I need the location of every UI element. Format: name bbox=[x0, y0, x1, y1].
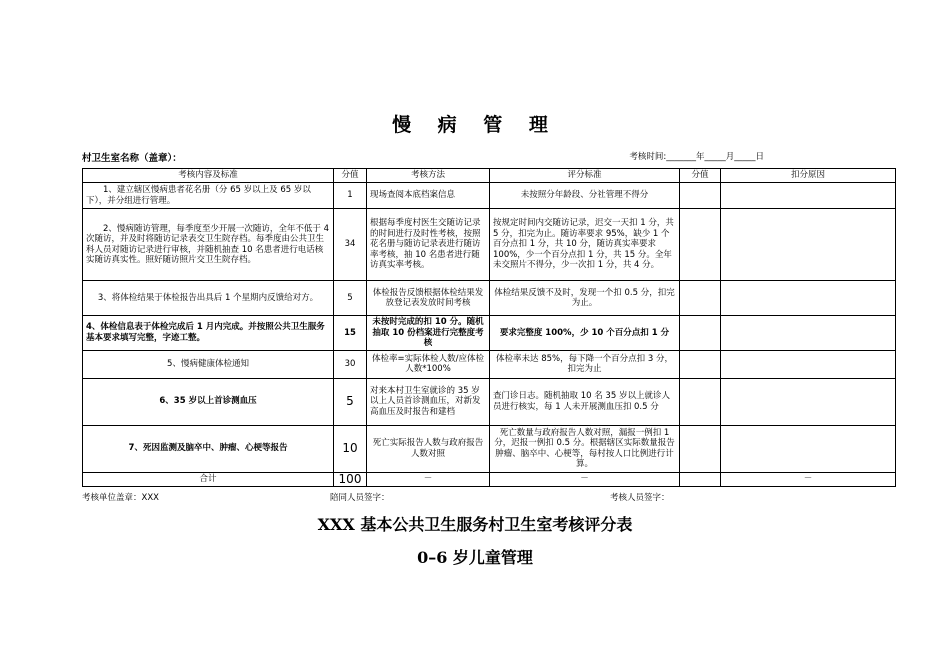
row-content: 2、慢病随访管理，每季度至少开展一次随访，全年不低于 4 次随访，并及时将随访记录表交卫生院存档。每季度由公共卫生科人员对随访记录进行审核，并随机抽查 10 名患者进行电话核实随访真实性。照好随访照片交卫生院存档。 bbox=[83, 209, 334, 281]
row-standard: 死亡数量与政府报告人数对照，漏报一例扣 1 分，迟报一例扣 0.5 分。根据辖区实际数量报告肿瘤、脑卒中、心梗等，每村按人口比例进行计算。 bbox=[490, 425, 680, 472]
row-score: 15 bbox=[334, 316, 367, 351]
row-content: 7、死因监测及脑卒中、肿瘤、心梗等报告 bbox=[83, 425, 334, 472]
row-reason bbox=[721, 316, 896, 351]
next-section-subtitle: 0–6 岁儿童管理 bbox=[417, 548, 533, 567]
row-reason bbox=[721, 281, 896, 316]
row-content: 5、慢病健康体检通知 bbox=[83, 350, 334, 378]
unit-stamp-label: 考核单位盖章：XXX bbox=[82, 493, 159, 503]
row-reason bbox=[721, 425, 896, 472]
row-got-score bbox=[680, 281, 721, 316]
row-method: 根据每季度村医生交随访记录的时间进行及时性考核，按照花名册与随访记录表进行随访率考核，抽 10 名患者进行随访真实率考核。 bbox=[367, 209, 490, 281]
row-score: 10 bbox=[334, 425, 367, 472]
table-row bbox=[83, 316, 896, 351]
total-label: 合计 bbox=[83, 472, 334, 486]
header-content: 考核内容及标准 bbox=[83, 169, 334, 183]
table-row bbox=[83, 425, 896, 472]
row-got-score bbox=[680, 350, 721, 378]
next-section-title: XXX 基本公共卫生服务村卫生室考核评分表 bbox=[317, 515, 633, 534]
header-score: 分值 bbox=[334, 169, 367, 183]
row-method: 对来本村卫生室就诊的 35 岁以上人员首诊测血压，对新发高血压及时报告和建档 bbox=[367, 378, 490, 425]
row-got-score bbox=[680, 209, 721, 281]
header-standard: 评分标准 bbox=[490, 169, 680, 183]
row-method: 死亡实际报告人数与政府报告人数对照 bbox=[367, 425, 490, 472]
row-score: 5 bbox=[334, 281, 367, 316]
row-got-score bbox=[680, 183, 721, 209]
total-standard: － bbox=[490, 472, 680, 486]
row-content: 6、35 岁以上首诊测血压 bbox=[83, 378, 334, 425]
row-got-score bbox=[680, 425, 721, 472]
row-standard: 要求完整度 100%，少 10 个百分点扣 1 分 bbox=[490, 316, 680, 351]
row-standard: 查门诊日志。随机抽取 10 名 35 岁以上就诊人员进行核实，每 1 人未开展测血压扣 0.5 分 bbox=[490, 378, 680, 425]
row-method: 体检报告反馈根据体检结果发放登记表发放时间考核 bbox=[367, 281, 490, 316]
page-title: 慢 病 管 理 bbox=[392, 114, 558, 136]
row-standard: 体检结果反馈不及时，发现一个扣 0.5 分，扣完为止。 bbox=[490, 281, 680, 316]
total-method: － bbox=[367, 472, 490, 486]
table-row bbox=[83, 350, 896, 378]
total-score: 100 bbox=[334, 472, 367, 486]
table-row bbox=[83, 378, 896, 425]
assessment-time-label: 考核时间:_______年_____月_____日 bbox=[629, 152, 764, 162]
table-row bbox=[83, 281, 896, 316]
header-reason: 扣分原因 bbox=[721, 169, 896, 183]
row-reason bbox=[721, 209, 896, 281]
station-name-label: 村卫生室名称（盖章）： bbox=[82, 153, 182, 164]
row-reason bbox=[721, 378, 896, 425]
meta-row bbox=[82, 150, 894, 164]
row-content: 3、将体检结果于体检报告出具后 1 个星期内反馈给对方。 bbox=[83, 281, 334, 316]
header-method: 考核方法 bbox=[367, 169, 490, 183]
row-got-score bbox=[680, 316, 721, 351]
row-standard: 体检率未达 85%，每下降一个百分点扣 3 分，扣完为止 bbox=[490, 350, 680, 378]
row-score: 34 bbox=[334, 209, 367, 281]
table-row bbox=[83, 209, 896, 281]
total-reason: － bbox=[721, 472, 896, 486]
row-reason bbox=[721, 183, 896, 209]
row-score: 1 bbox=[334, 183, 367, 209]
total-got-score bbox=[680, 472, 721, 486]
row-reason bbox=[721, 350, 896, 378]
row-score: 30 bbox=[334, 350, 367, 378]
assessment-table bbox=[82, 168, 896, 487]
row-standard: 按规定时间内交随访记录，迟交一天扣 1 分，共 5 分，扣完为止。随访率要求 95%，缺少 1 个百分点扣 1 分，共 10 分，随访真实率要求 100%，少一个百分点扣 1 分，共 15 分。全年未交照片不得分，少一次扣 1 分，共 4 分。 bbox=[490, 209, 680, 281]
row-method: 现场查阅本底档案信息 bbox=[367, 183, 490, 209]
companion-signature-label: 陪同人员签字： bbox=[330, 493, 390, 503]
table-row bbox=[83, 183, 896, 209]
row-method: 体检率=实际体检人数/应体检人数*100% bbox=[367, 350, 490, 378]
table-total-row bbox=[83, 472, 896, 486]
row-score: 5 bbox=[334, 378, 367, 425]
table-header-row bbox=[83, 169, 896, 183]
row-content: 1、建立辖区慢病患者花名册（分 65 岁以上及 65 岁以下），并分组进行管理。 bbox=[83, 183, 334, 209]
row-content: 4、体检信息表于体检完成后 1 月内完成。并按照公共卫生服务基本要求填写完整，字迹工整。 bbox=[83, 316, 334, 351]
header-got-score: 分值 bbox=[680, 169, 721, 183]
examiner-signature-label: 考核人员签字： bbox=[610, 493, 670, 503]
row-method: 未按时完成的扣 10 分。随机抽取 10 份档案进行完整度考核 bbox=[367, 316, 490, 351]
row-got-score bbox=[680, 378, 721, 425]
row-standard: 未按照分年龄段、分社管理不得分 bbox=[490, 183, 680, 209]
